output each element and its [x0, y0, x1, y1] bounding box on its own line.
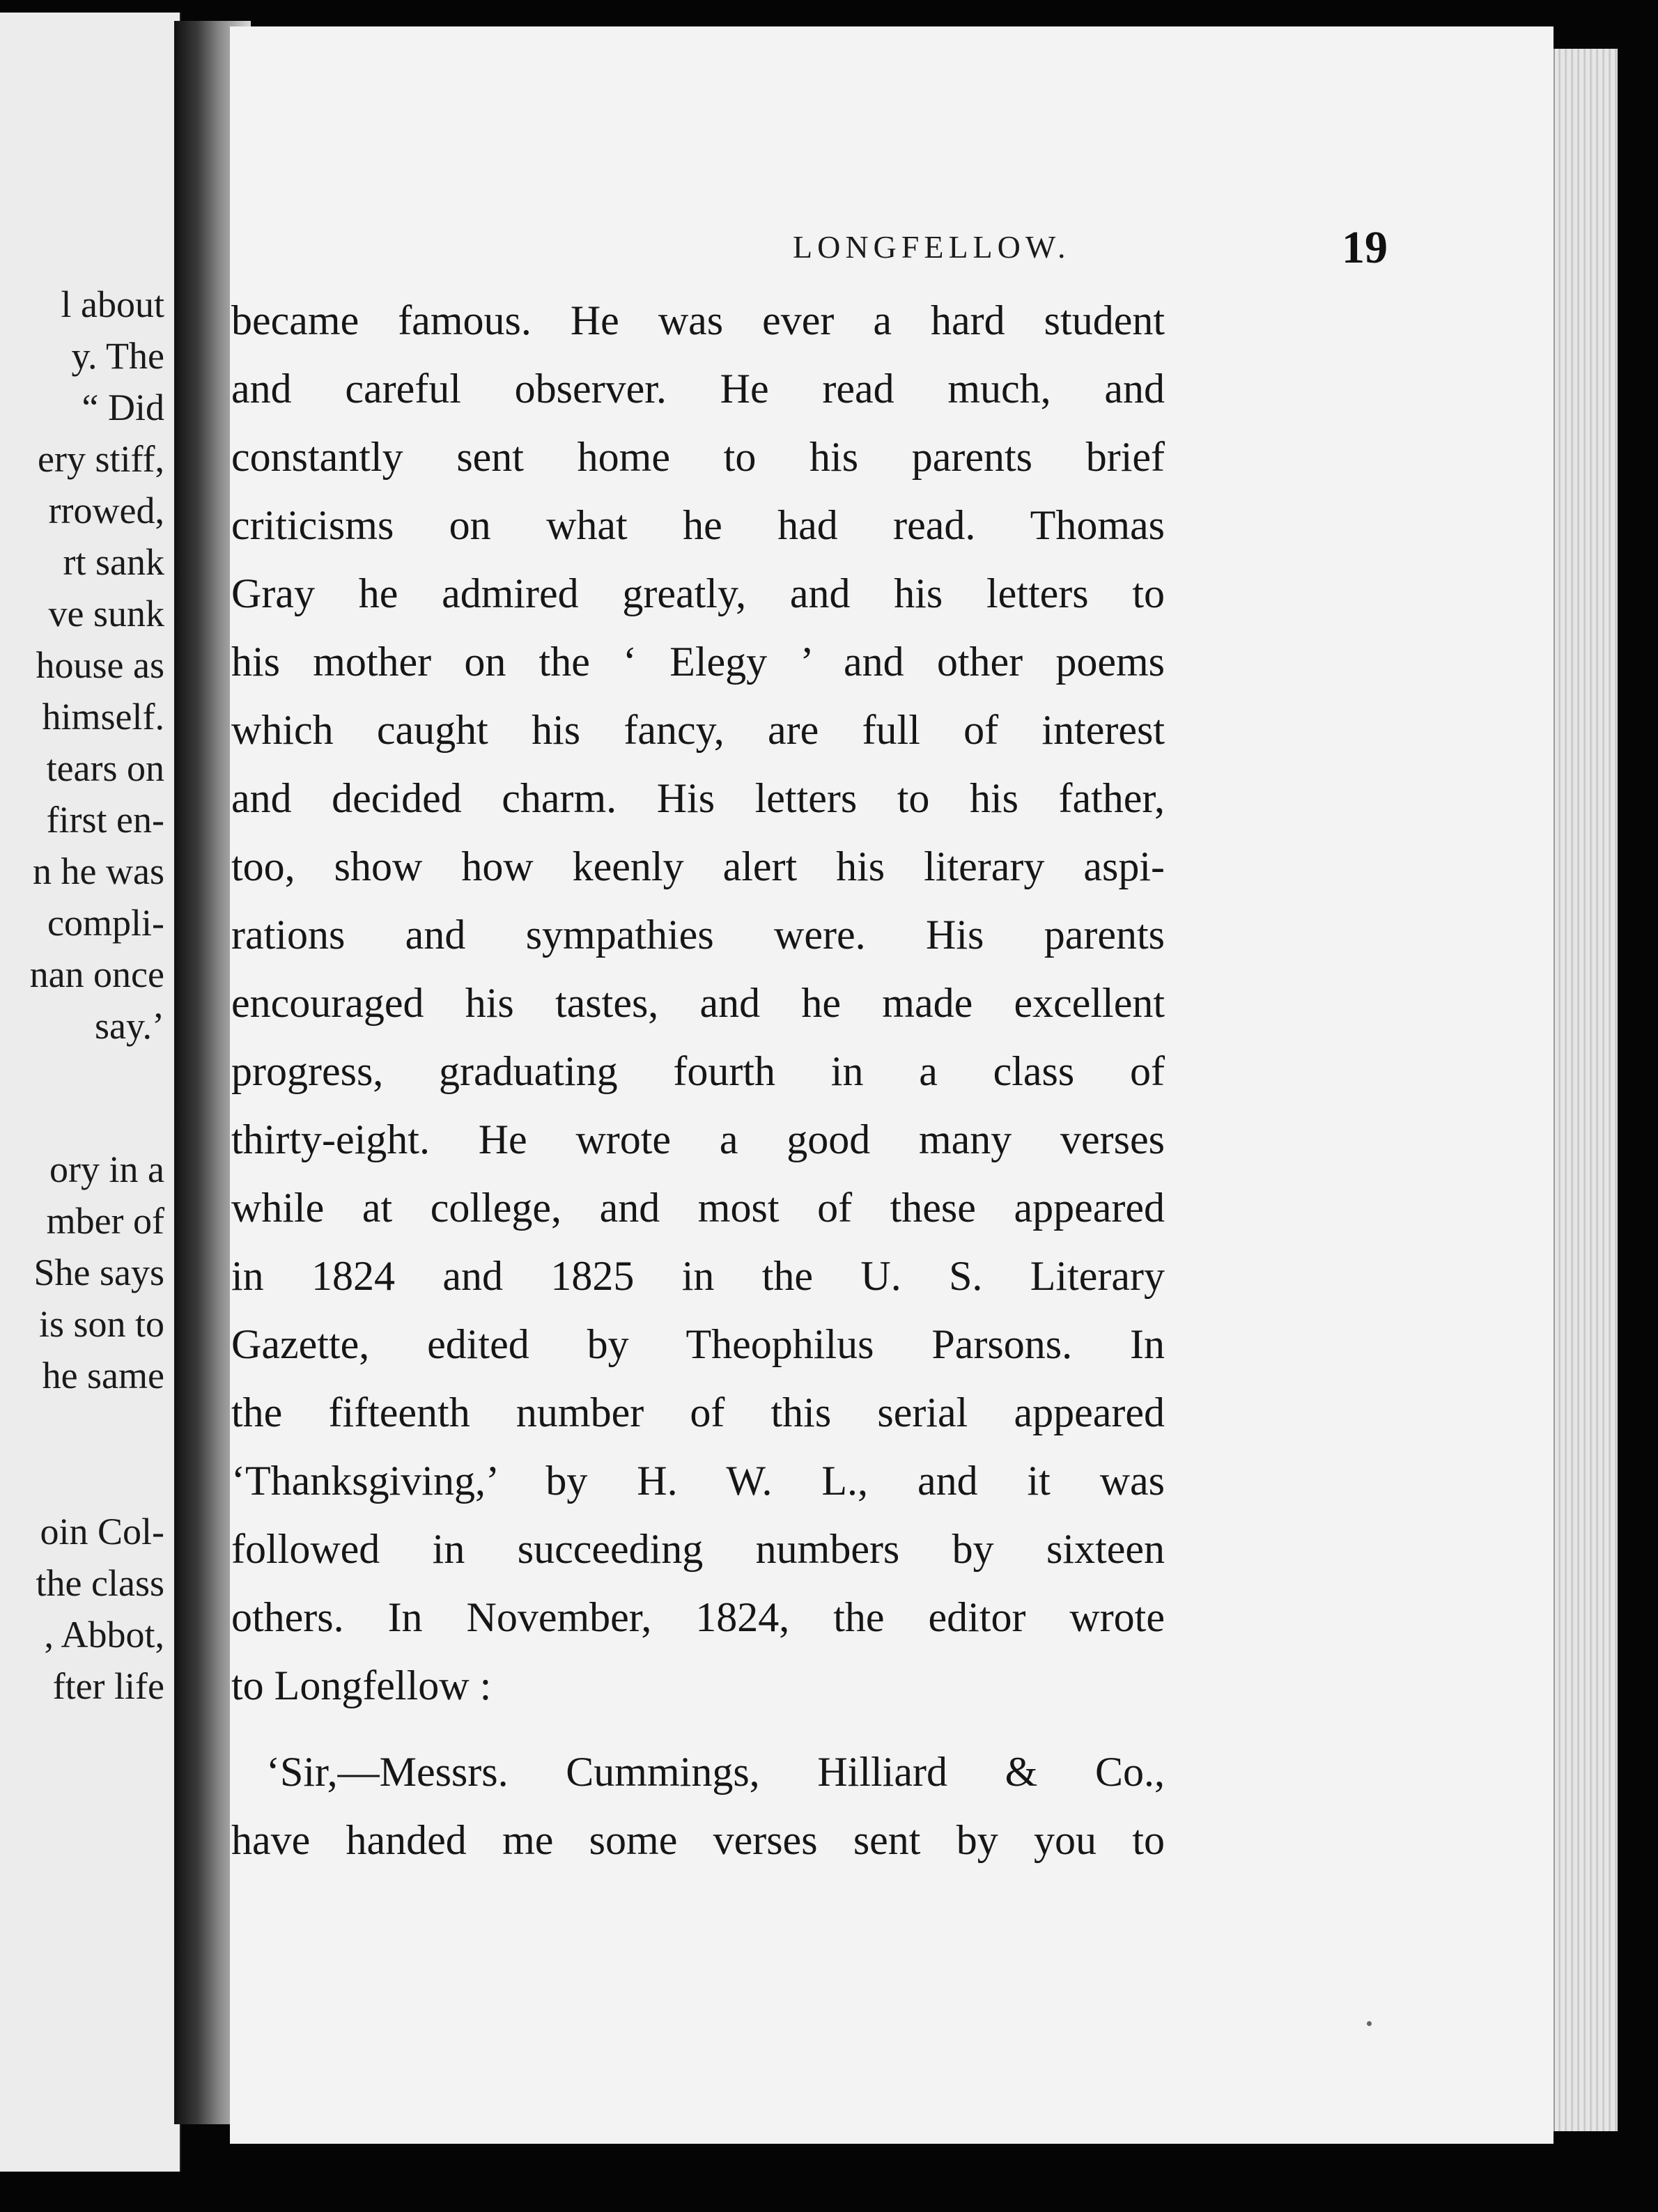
facing-page-line: oin Col- [40, 1511, 164, 1552]
facing-page-line: the class [36, 1562, 164, 1604]
body-line: in 1824 and 1825 in the U. S. Literary [231, 1253, 1165, 1299]
facing-page-line: mber of [46, 1200, 164, 1242]
main-page [230, 26, 1554, 2144]
body-line: constantly sent home to his parents brief [231, 434, 1165, 480]
facing-page-line: nan once [29, 953, 164, 995]
body-line: his mother on the ‘ Elegy ’ and other poems [231, 639, 1165, 685]
body-line: Gray he admired greatly, and his letters to [231, 570, 1165, 616]
facing-page [0, 13, 181, 2172]
facing-page-line: say.’ [95, 1005, 164, 1047]
body-line: thirty-eight. He wrote a good many verses [231, 1116, 1165, 1162]
facing-page-line: tears on [46, 747, 164, 789]
facing-page-line: himself. [42, 696, 164, 738]
facing-page-line: ory in a [49, 1148, 164, 1190]
body-line: too, show how keenly alert his literary aspi- [231, 843, 1165, 889]
facing-page-line: , Abbot, [44, 1614, 164, 1656]
body-line: ‘Thanksgiving,’ by H. W. L., and it was [231, 1458, 1165, 1504]
body-line: and careful observer. He read much, and [231, 366, 1165, 412]
facing-page-line: house as [36, 644, 164, 686]
body-line: rations and sympathies were. His parents [231, 912, 1165, 958]
facing-page-line: is son to [38, 1303, 164, 1345]
body-line: while at college, and most of these appeared [231, 1185, 1165, 1231]
facing-page-line: She says [33, 1252, 164, 1293]
facing-page-line: compli- [47, 902, 164, 944]
running-head: LONGFELLOW. [793, 229, 1071, 265]
facing-page-line: first en- [46, 799, 164, 841]
facing-page-line: he same [42, 1355, 164, 1396]
page-block-edge [1554, 49, 1618, 2131]
body-line: which caught his fancy, are full of interest [231, 707, 1165, 753]
body-line: others. In November, 1824, the editor wrote [231, 1594, 1165, 1640]
body-line: progress, graduating fourth in a class of [231, 1048, 1165, 1094]
facing-page-line: ery stiff, [38, 438, 164, 480]
facing-page-line: y. The [71, 335, 164, 377]
body-line: criticisms on what he had read. Thomas [231, 502, 1165, 548]
scan-speck [1367, 2021, 1372, 2026]
facing-page-line: rt sank [63, 541, 164, 583]
body-line: the fifteenth number of this serial appeared [231, 1389, 1165, 1435]
facing-page-line: “ Did [82, 387, 164, 428]
body-line: became famous. He was ever a hard student [231, 297, 1165, 343]
body-line: Gazette, edited by Theophilus Parsons. In [231, 1321, 1165, 1367]
facing-page-line: rrowed, [48, 490, 164, 531]
body-line: and decided charm. His letters to his father, [231, 775, 1165, 821]
page-number: 19 [1342, 222, 1388, 273]
body-line: followed in succeeding numbers by sixteen [231, 1526, 1165, 1572]
body-line: to Longfellow : [231, 1662, 492, 1708]
facing-page-line: ve sunk [48, 593, 164, 634]
facing-page-line: n he was [33, 850, 164, 892]
body-line: ‘Sir,—Messrs. Cummings, Hilliard & Co., [266, 1749, 1165, 1795]
facing-page-line: l about [61, 283, 164, 325]
facing-page-line: fter life [52, 1665, 164, 1707]
body-line: encouraged his tastes, and he made excellent [231, 980, 1165, 1026]
body-line: have handed me some verses sent by you to [231, 1817, 1165, 1863]
